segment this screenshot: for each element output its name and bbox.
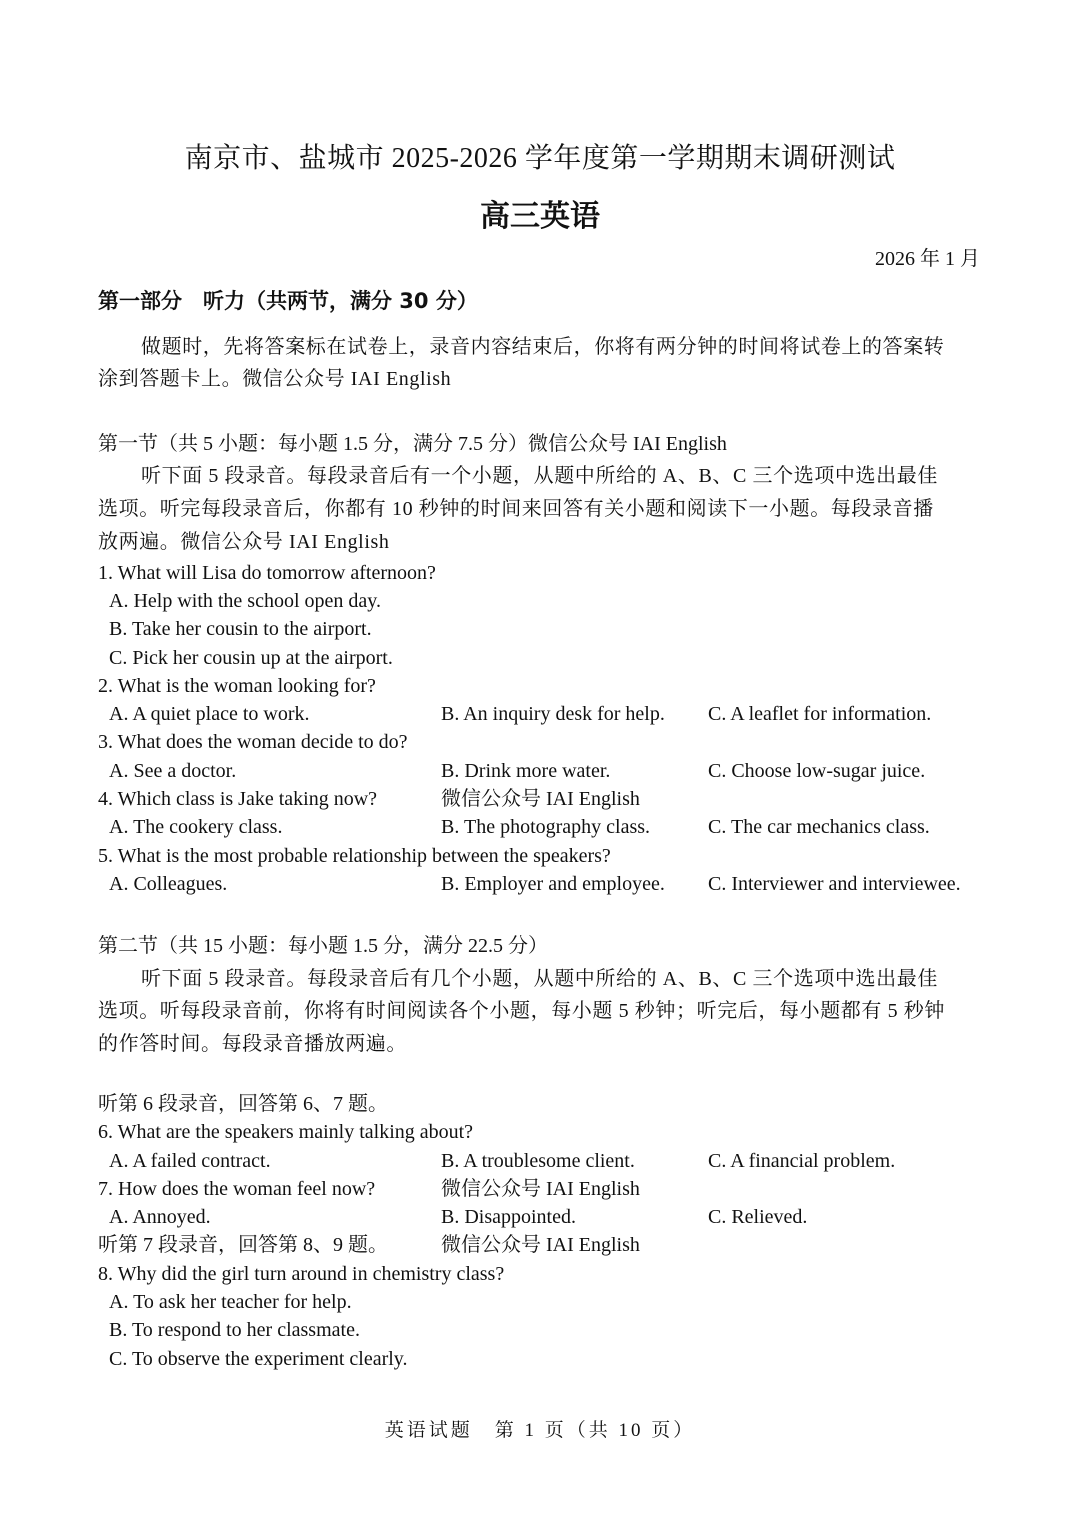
- section2-instructions-line2: 选项。听每段录音前，你将有时间阅读各个小题，每小题 5 秒钟；听完后，每小题都有 5 秒钟: [98, 1000, 945, 1022]
- question-6-stem: 6. What are the speakers mainly talking about?: [98, 1121, 474, 1143]
- question-1-option-c: C. Pick her cousin up at the airport.: [109, 647, 393, 669]
- question-8-option-b: B. To respond to her classmate.: [109, 1319, 360, 1341]
- question-7-option-a: A. Annoyed.: [109, 1206, 211, 1228]
- section1-instructions-line3: 放两遍。微信公众号 IAI English: [98, 531, 390, 553]
- watermark-text: 微信公众号 IAI English: [441, 1178, 640, 1200]
- question-6-option-b: B. A troublesome client.: [441, 1150, 635, 1172]
- section1-heading: 第一节（共 5 小题：每小题 1.5 分，满分 7.5 分）微信公众号 IAI English: [98, 433, 727, 455]
- question-3-option-c: C. Choose low-sugar juice.: [708, 760, 926, 782]
- section2-instructions-line1: 听下面 5 段录音。每段录音后有几个小题，从题中所给的 A、B、C 三个选项中选出最佳: [141, 968, 938, 990]
- question-2-stem: 2. What is the woman looking for?: [98, 675, 376, 697]
- section1-instructions-line2: 选项。听完每段录音后，你都有 10 秒钟的时间来回答有关小题和阅读下一小题。每段录音播: [98, 498, 934, 520]
- audio-6-label: 听第 6 段录音，回答第 6、7 题。: [98, 1093, 388, 1115]
- question-6-option-c: C. A financial problem.: [708, 1150, 896, 1172]
- question-2-option-a: A. A quiet place to work.: [109, 703, 310, 725]
- question-3-stem: 3. What does the woman decide to do?: [98, 731, 408, 753]
- question-8-option-c: C. To observe the experiment clearly.: [109, 1348, 408, 1370]
- question-3-option-a: A. See a doctor.: [109, 760, 237, 782]
- question-1-option-b: B. Take her cousin to the airport.: [109, 618, 372, 640]
- question-4-option-b: B. The photography class.: [441, 816, 651, 838]
- watermark-text: 微信公众号 IAI English: [441, 1234, 640, 1256]
- watermark-text: 微信公众号 IAI English: [441, 788, 640, 810]
- question-4-option-c: C. The car mechanics class.: [708, 816, 930, 838]
- question-7-stem: 7. How does the woman feel now?: [98, 1178, 376, 1200]
- question-4-stem: 4. Which class is Jake taking now?: [98, 788, 378, 810]
- question-8-option-a: A. To ask her teacher for help.: [109, 1291, 352, 1313]
- part1-heading: 第一部分 听力（共两节，满分 30 分）: [98, 289, 478, 313]
- question-5-option-c: C. Interviewer and interviewee.: [708, 873, 961, 895]
- part1-intro-line2: 涂到答题卡上。微信公众号 IAI English: [98, 368, 452, 390]
- question-4-option-a: A. The cookery class.: [109, 816, 283, 838]
- question-7-option-c: C. Relieved.: [708, 1206, 808, 1228]
- question-5-option-a: A. Colleagues.: [109, 873, 228, 895]
- question-2-option-b: B. An inquiry desk for help.: [441, 703, 665, 725]
- subject-title: 高三英语: [480, 199, 600, 234]
- question-8-stem: 8. Why did the girl turn around in chemistry class?: [98, 1263, 505, 1285]
- page-footer: 英语试题 第 1 页（共 10 页）: [384, 1420, 696, 1441]
- question-1-stem: 1. What will Lisa do tomorrow afternoon?: [98, 562, 436, 584]
- audio-7-label: 听第 7 段录音，回答第 8、9 题。: [98, 1234, 388, 1256]
- exam-date: 2026 年 1 月: [875, 248, 980, 270]
- section2-heading: 第二节（共 15 小题：每小题 1.5 分，满分 22.5 分）: [98, 935, 548, 957]
- section2-instructions-line3: 的作答时间。每段录音播放两遍。: [98, 1033, 407, 1055]
- question-5-stem: 5. What is the most probable relationship between the speakers?: [98, 845, 611, 867]
- part1-intro-line1: 做题时，先将答案标在试卷上，录音内容结束后，你将有两分钟的时间将试卷上的答案转: [141, 336, 945, 358]
- question-5-option-b: B. Employer and employee.: [441, 873, 665, 895]
- question-2-option-c: C. A leaflet for information.: [708, 703, 932, 725]
- exam-title: 南京市、盐城市 2025-2026 学年度第一学期期末调研测试: [184, 143, 896, 174]
- section1-instructions-line1: 听下面 5 段录音。每段录音后有一个小题，从题中所给的 A、B、C 三个选项中选出最佳: [141, 465, 938, 487]
- question-3-option-b: B. Drink more water.: [441, 760, 611, 782]
- question-6-option-a: A. A failed contract.: [109, 1150, 271, 1172]
- question-1-option-a: A. Help with the school open day.: [109, 590, 381, 612]
- question-7-option-b: B. Disappointed.: [441, 1206, 576, 1228]
